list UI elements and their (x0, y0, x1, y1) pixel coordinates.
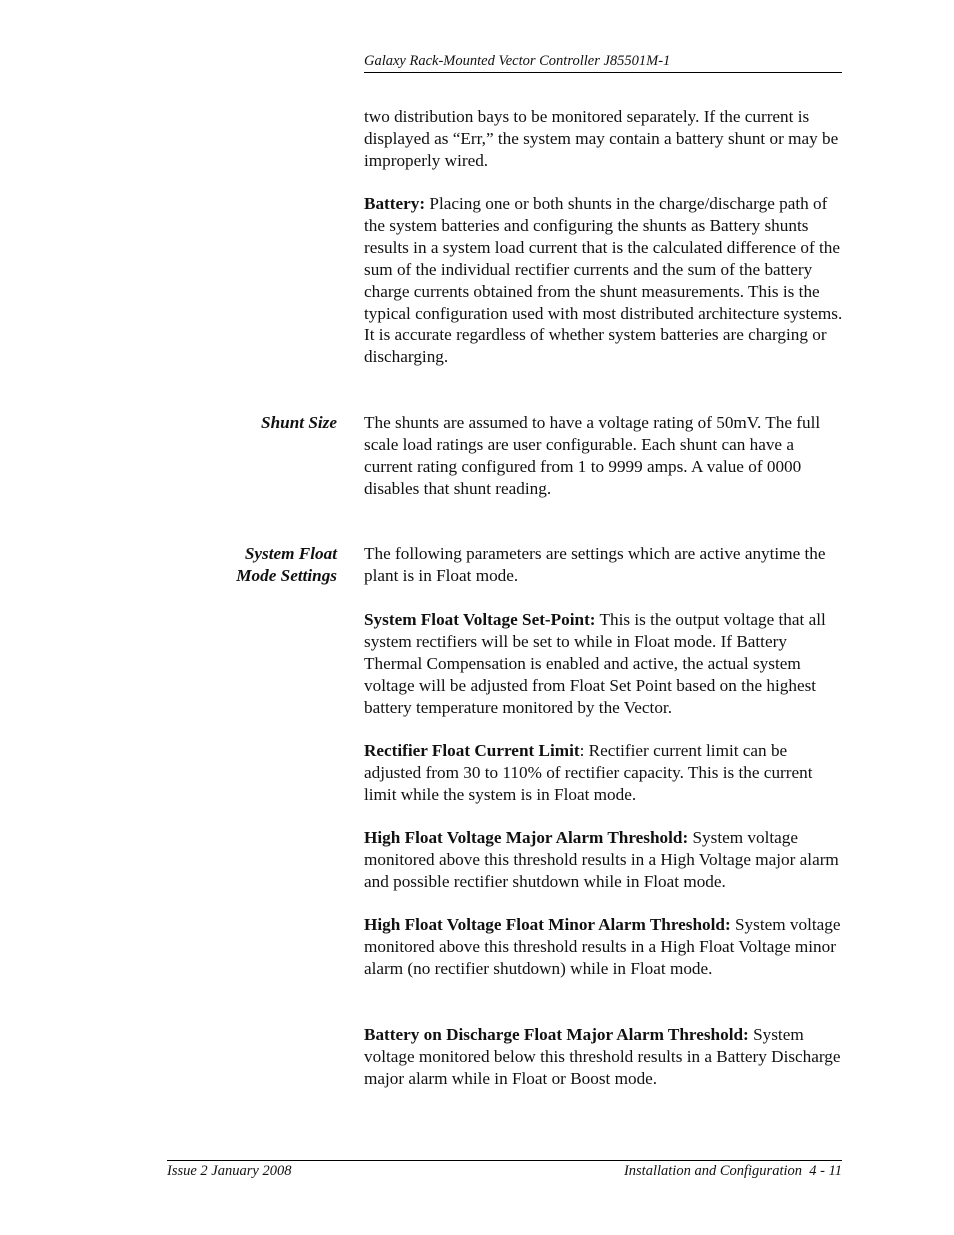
high-minor-label: High Float Voltage Float Minor Alarm Threshold: (364, 915, 731, 934)
side-heading-system-float (137, 543, 337, 587)
paragraph-float-voltage (364, 609, 844, 719)
high-major-text: System voltage monitored above this threshold results in a High Voltage major alarm and possible rectifier shutdown while in Float mode. (364, 828, 839, 891)
paragraph-shunt-size (364, 412, 844, 500)
footer-section-page: Installation and Configuration 4 - 11 (623, 1163, 842, 1179)
paragraph-text: two distribution bays to be monitored separately. If the current is displayed as “Err,” the system may contain a battery shunt or may be improperly wired. (364, 107, 839, 170)
running-header: Galaxy Rack-Mounted Vector Controller J85501M-1 (364, 53, 671, 69)
bod-major-text: System voltage monitored below this threshold results in a Battery Discharge major alarm while in Float or Boost mode. (364, 1025, 841, 1088)
battery-text: Placing one or both shunts in the charge/discharge path of the system batteries and configuring the shunts as Battery shunts results in a system load current that is the calculated difference of the sum of the individual rectifier currents and the sum of the battery charge currents obtained from the shunt measurements. This is the typical configuration used with most distributed architecture systems. It is accurate regardless of whether system batteries are charging or discharging. (364, 194, 843, 367)
paragraph-high-major (364, 827, 844, 893)
footer-issue-date: Issue 2 January 2008 (167, 1163, 292, 1179)
float-intro-text: The following parameters are settings which are active anytime the plant is in Float mode. (364, 544, 826, 585)
header-rule (364, 72, 842, 73)
paragraph-bod-major (364, 1024, 844, 1090)
high-minor-text: System voltage monitored above this threshold results in a High Float Voltage minor alarm (no rectifier shutdown) while in Float mode. (364, 915, 841, 978)
footer-rule (167, 1160, 842, 1161)
high-major-label: High Float Voltage Major Alarm Threshold: (364, 828, 689, 847)
paragraph-battery (364, 193, 844, 368)
paragraph-distribution-bays (364, 106, 844, 172)
paragraph-float-intro (364, 543, 844, 587)
current-limit-label: Rectifier Float Current Limit (364, 741, 580, 760)
side-heading-line: System Float (244, 544, 337, 563)
paragraph-high-minor (364, 914, 844, 980)
bod-major-label: Battery on Discharge Float Major Alarm Threshold: (364, 1025, 749, 1044)
current-limit-text: : Rectifier current limit can be adjusted from 30 to 110% of rectifier capacity. This is the current limit while the system is in Float mode. (364, 741, 813, 804)
battery-label: Battery: (364, 194, 426, 213)
float-voltage-label: System Float Voltage Set-Point: (364, 610, 596, 629)
side-heading-shunt-size: Shunt Size (261, 413, 337, 432)
float-voltage-text: This is the output voltage that all system rectifiers will be set to while in Float mode. If Battery Thermal Compensation is enabled and active, the actual system voltage will be adjusted from Float Set Point based on the highest battery temperature monitored by the Vector. (364, 610, 826, 717)
side-heading-line: Mode Settings (236, 565, 337, 585)
shunt-size-text: The shunts are assumed to have a voltage rating of 50mV. The full scale load ratings are user configurable. Each shunt can have a current rating configured from 1 to 9999 amps. A value of 0000 disables that shunt reading. (364, 413, 821, 498)
paragraph-current-limit (364, 740, 844, 806)
